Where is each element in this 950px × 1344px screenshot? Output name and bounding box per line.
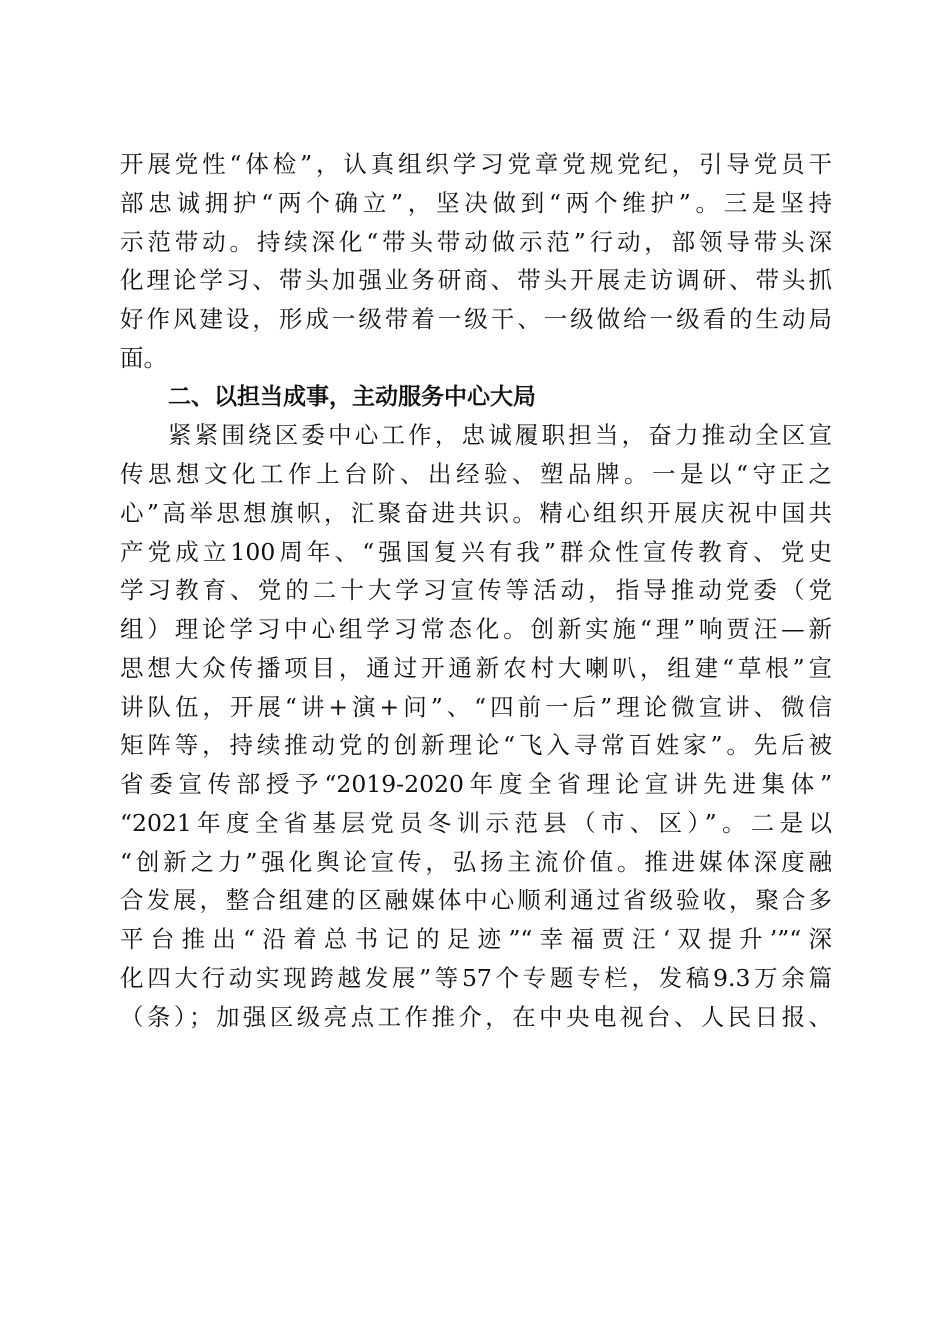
text-line: 产党成立100周年、“强国复兴有我”群众性宣传教育、党史 <box>120 537 832 566</box>
section-heading: 二、以担当成事，主动服务中心大局 <box>168 383 536 410</box>
text-line: “2021年度全省基层党员冬训示范县（市、区）”。二是以 <box>120 808 832 837</box>
text-line: 传思想文化工作上台阶、出经验、塑品牌。一是以“守正之 <box>120 460 832 488</box>
text-line: 合发展，整合组建的区融媒体中心顺利通过省级验收，聚合多 <box>120 886 832 915</box>
text-line: 示范带动。持续深化“带头带动做示范”行动，部领导带头深 <box>120 227 832 256</box>
text-line: 平台推出“沿着总书记的足迹”“幸福贾汪‘双提升’”“深 <box>120 925 832 953</box>
text-line: 好作风建设，形成一级带着一级干、一级做给一级看的生动局 <box>120 305 832 333</box>
paragraph-2 <box>120 416 832 1036</box>
text-line: 部忠诚拥护“两个确立”，坚决做到“两个维护”。三是坚持 <box>120 188 832 217</box>
document-body <box>120 145 832 1036</box>
text-line: 化四大行动实现跨越发展”等57个专题专栏，发稿9.3万余篇 <box>120 963 832 992</box>
text-line: （条）；加强区级亮点工作推介，在中央电视台、人民日报、 <box>120 1002 832 1031</box>
text-line: 面。 <box>120 343 167 372</box>
text-line: 心”高举思想旗帜，汇聚奋进共识。精心组织开展庆祝中国共 <box>120 498 832 527</box>
text-line: 学习教育、党的二十大学习宣传等活动，指导推动党委（党 <box>120 576 832 605</box>
text-line: 组）理论学习中心组学习常态化。创新实施“理”响贾汪—新 <box>120 615 832 643</box>
text-line: 开展党性“体检”，认真组织学习党章党规党纪，引导党员干 <box>120 150 832 178</box>
text-line: 矩阵等，持续推动党的创新理论“飞入寻常百姓家”。先后被 <box>120 731 832 760</box>
text-line: 紧紧围绕区委中心工作，忠诚履职担当，奋力推动全区宣 <box>168 421 832 450</box>
text-line: 化理论学习、带头加强业务研商、带头开展走访调研、带头抓 <box>120 266 832 295</box>
text-line: “创新之力”强化舆论宣传，弘扬主流价值。推进媒体深度融 <box>120 847 832 876</box>
paragraph-1 <box>120 145 832 378</box>
text-line: 讲队伍，开展“讲+演+问”、“四前一后”理论微宣讲、微信 <box>120 692 832 721</box>
text-line: 省委宣传部授予“2019-2020年度全省理论宣讲先进集体” <box>120 770 832 798</box>
text-line: 思想大众传播项目，通过开通新农村大喇叭，组建“草根”宣 <box>120 653 832 682</box>
